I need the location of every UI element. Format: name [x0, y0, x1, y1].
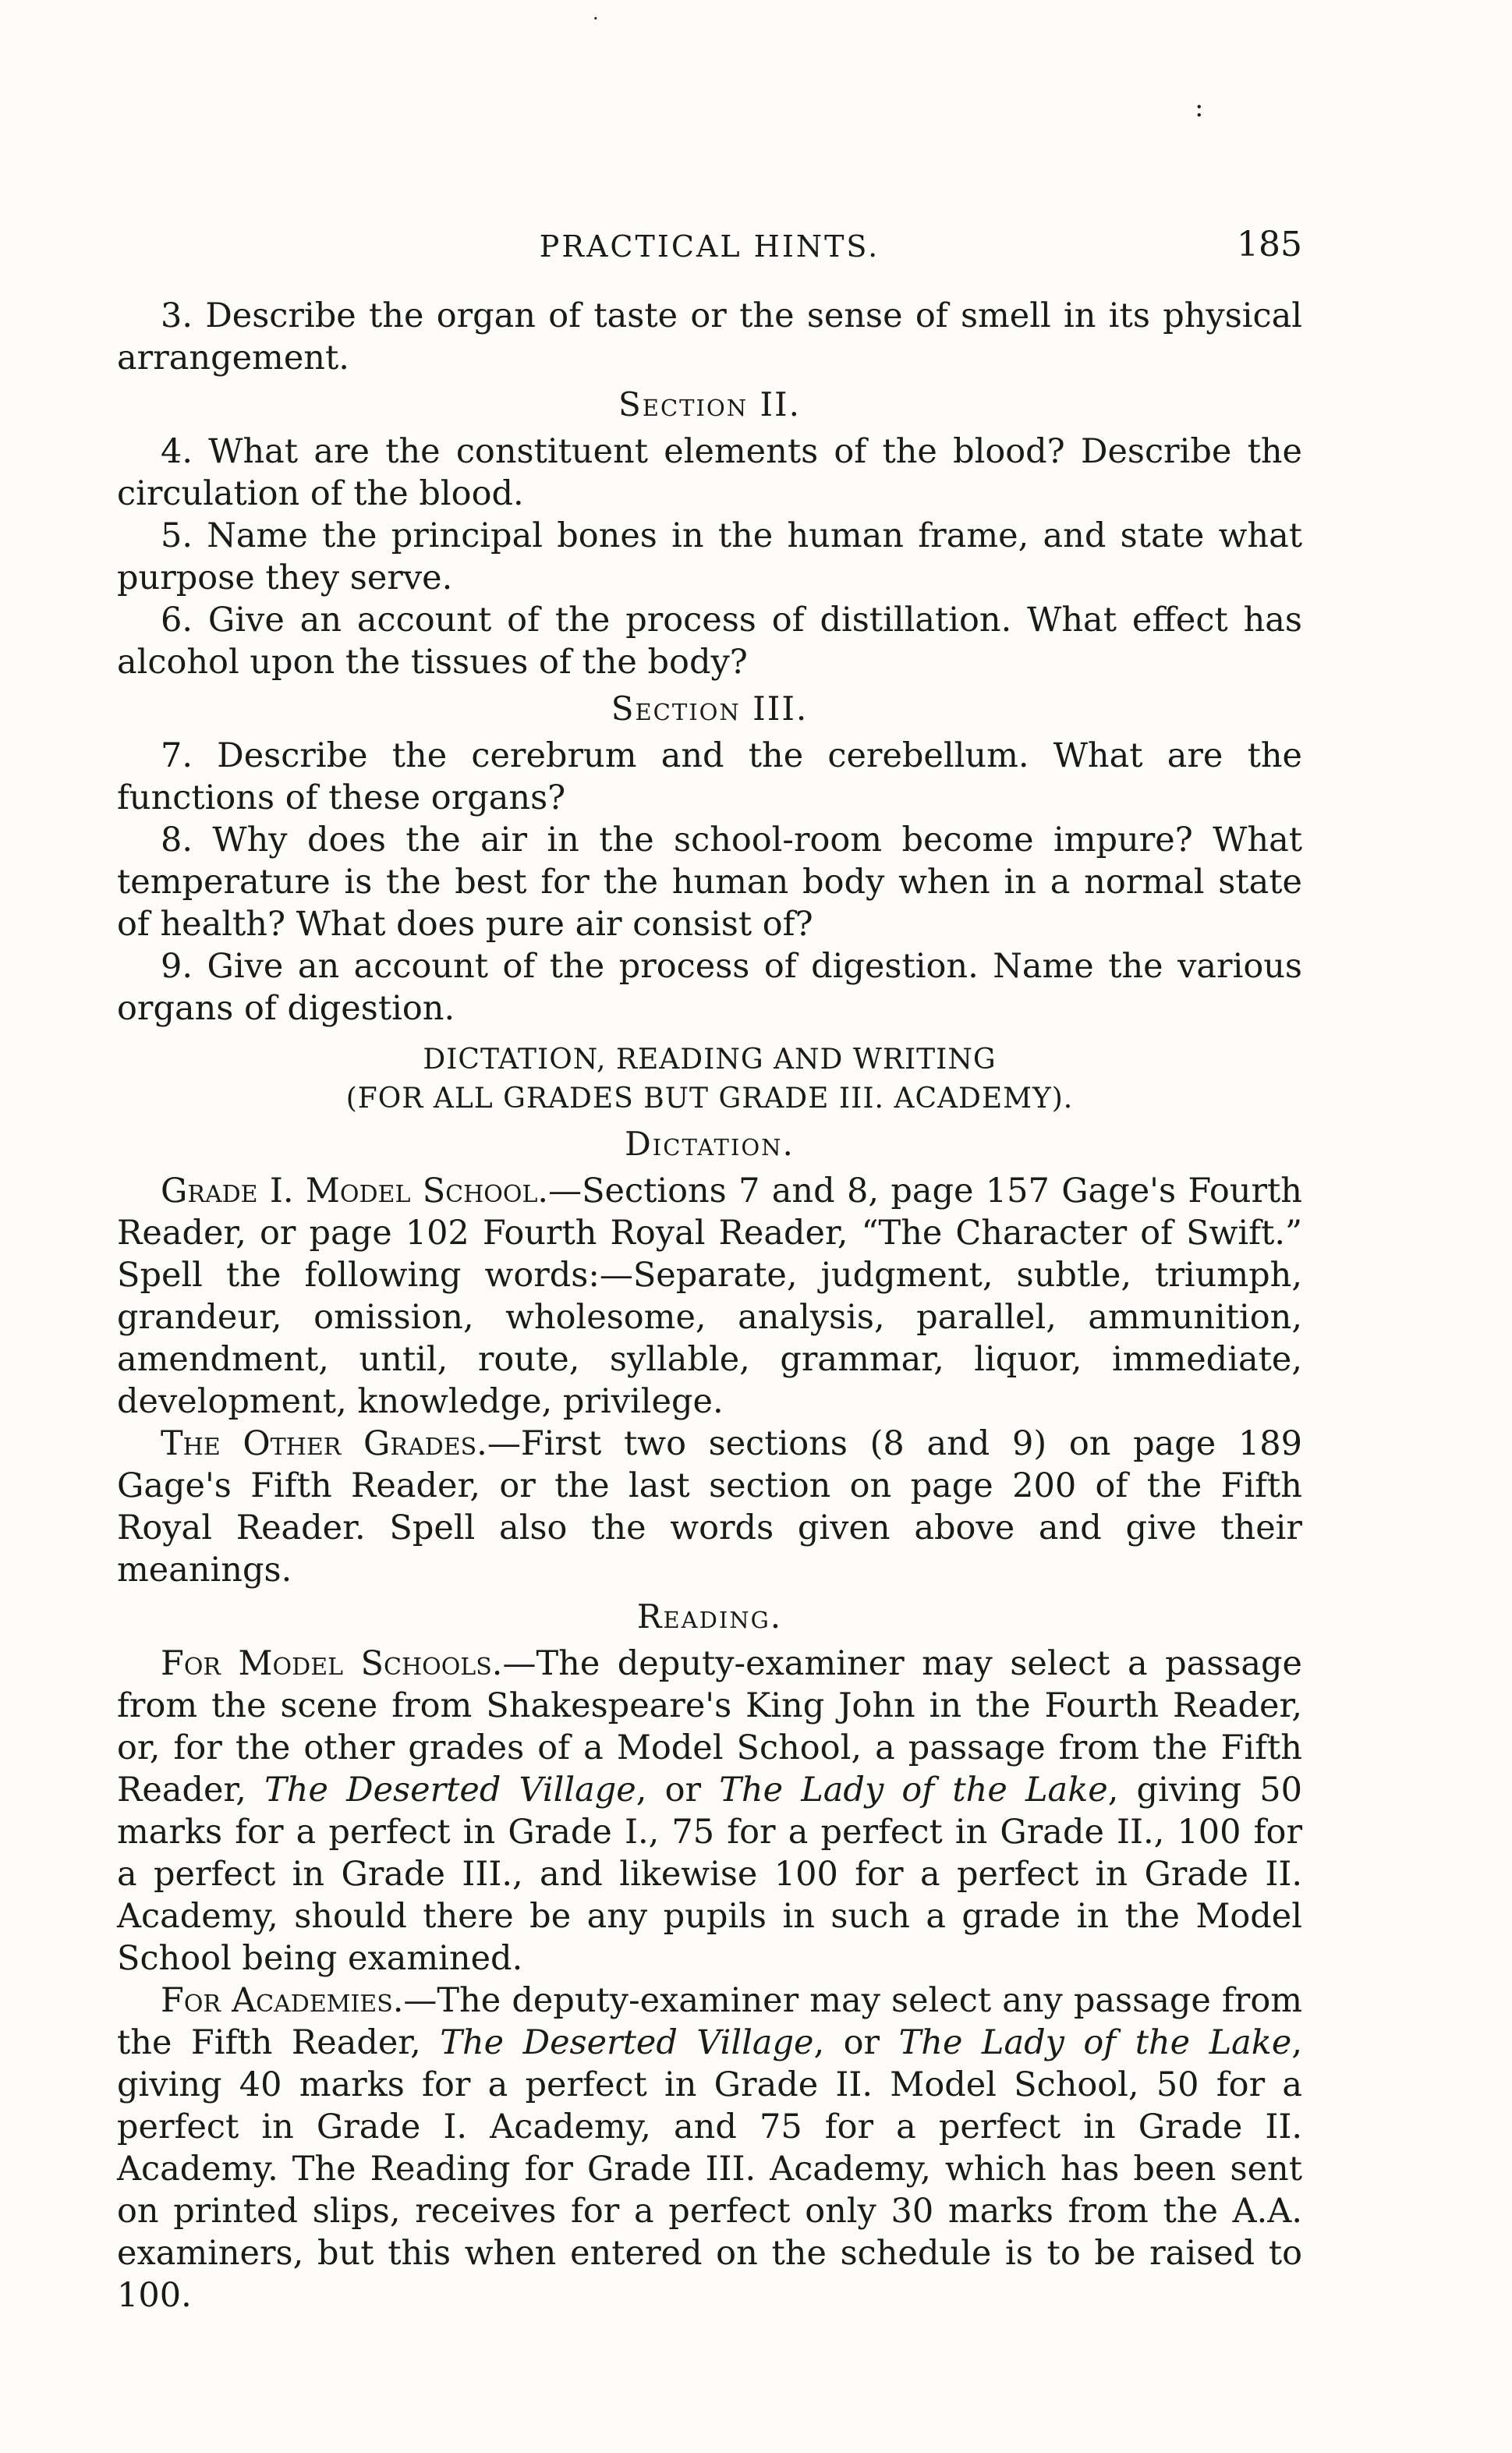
section-3-heading: Section III.	[611, 689, 809, 728]
question-5: 5. Name the principal bones in the human frame, and state what purpose they serve.	[117, 516, 1302, 597]
academies-text-2: , or	[813, 2023, 899, 2062]
model-schools-title-2: The Lady of the Lake	[719, 1771, 1108, 1810]
academies-text-3: , giving 40 marks for a perfect in Grade II. Model School, 50 for a perfect in Grade I. Academy, and 75 for a perfect in Grade II. Academy. The Reading for Grade III. Academy, which has been sent on printed slips, receives for a perfect only 30 marks from the A.A. examiners, but this when entered on the schedule is to be raised to 100.	[117, 2023, 1302, 2315]
academies-title-2: The Lady of the Lake	[898, 2023, 1292, 2062]
academies-text-1: —The deputy-examiner may select any passage from the Fifth Reader,	[117, 1981, 1303, 2062]
main-heading-line-2: (FOR ALL GRADES BUT GRADE III. ACADEMY).	[345, 1083, 1074, 1115]
question-4: 4. What are the constituent elements of the blood? Describe the circulation of the blood.	[117, 432, 1302, 513]
reading-heading: Reading.	[636, 1597, 783, 1636]
question-9: 9. Give an account of the process of digestion. Name the various organs of digestion.	[117, 947, 1302, 1028]
model-schools-paragraph	[117, 1643, 1302, 1980]
academies-paragraph	[117, 1980, 1302, 2317]
page-body	[117, 295, 1302, 2317]
main-heading	[117, 1040, 1302, 1118]
grade-1-text: —Sections 7 and 8, page 157 Gage's Fourth Reader, or page 102 Fourth Royal Reader, “The Character of Swift.” Spell the following words:—Separate, judgment, subtle, triumph, grandeur, omission, wholesome, analysis, parallel, ammunition, amendment, until, route, syllable, grammar, liquor, immediate, development, knowledge, privilege.	[117, 1172, 1302, 1421]
academies-lead: For Academies.	[161, 1981, 404, 2020]
other-grades-text: —First two sections (8 and 9) on page 189 Gage's Fifth Reader, or the last section on page 200 of the Fifth Royal Reader. Spell also the words given above and give their meanings.	[117, 1424, 1302, 1590]
question-6: 6. Give an account of the process of distillation. What effect has alcohol upon the tissues of the body?	[117, 601, 1302, 682]
main-heading-line-1: DICTATION, READING AND WRITING	[423, 1044, 997, 1076]
section-2-heading: Section II.	[618, 385, 801, 424]
running-title: PRACTICAL HINTS.	[539, 229, 880, 264]
model-schools-title-1: The Deserted Village	[264, 1771, 636, 1810]
question-8: 8. Why does the air in the school-room become impure? What temperature is the best for the human body when in a normal state of health? What does pure air consist of?	[117, 821, 1302, 944]
model-schools-text-3: , giving 50 marks for a perfect in Grade I., 75 for a perfect in Grade II., 100 for a perfect in Grade III., and likewise 100 for a perfect in Grade II. Academy, should there be any pupils in such a grade in the Model School being examined.	[117, 1771, 1302, 1978]
grade-1-paragraph	[117, 1170, 1302, 1423]
grade-1-lead: Grade I. Model School.	[161, 1172, 549, 1211]
model-schools-text-1: —The deputy-examiner may select a passage from the scene from Shakespeare's King John in the Fourth Reader, or, for the other grades of a Model School, a passage from the Fifth Reader,	[117, 1644, 1302, 1810]
page-number: 185	[1237, 225, 1302, 264]
other-grades-lead: The Other Grades.	[161, 1424, 487, 1463]
speck-mark: ·	[593, 8, 599, 30]
other-grades-paragraph	[117, 1423, 1302, 1591]
model-schools-lead: For Model Schools.	[161, 1644, 503, 1683]
question-3: 3. Describe the organ of taste or the sense of smell in its physical arrangement.	[117, 296, 1302, 378]
question-7: 7. Describe the cerebrum and the cerebellum. What are the functions of these organs?	[117, 736, 1302, 817]
dictation-heading: Dictation.	[625, 1125, 795, 1163]
model-schools-text-2: , or	[636, 1771, 720, 1810]
academies-title-1: The Deserted Village	[440, 2023, 814, 2062]
colon-mark: :	[1195, 92, 1204, 123]
running-header	[117, 225, 1302, 271]
